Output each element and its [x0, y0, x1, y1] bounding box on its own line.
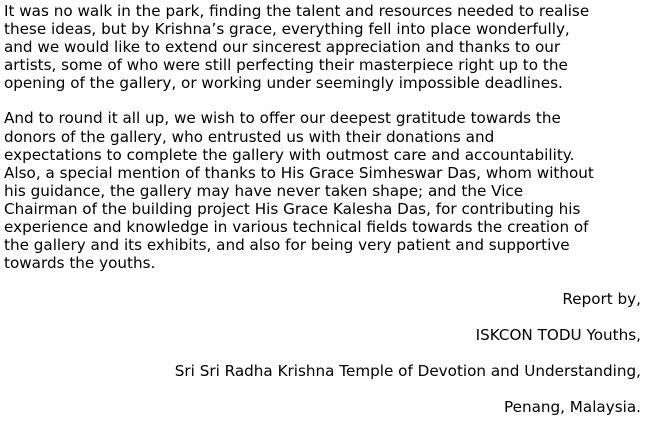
signature-group: ISKCON TODU Youths, [475, 326, 641, 345]
text-line: And to round it all up, we wish to offer our deepest gratitude towards the [4, 109, 561, 128]
acknowledgement-paragraph-2 [4, 109, 649, 272]
text-line: and we would like to extend our sincerest appreciation and thanks to our [4, 38, 561, 57]
text-line: It was no walk in the park, finding the talent and resources needed to realise [4, 2, 590, 20]
text-line: his guidance, the gallery may have never taken shape; and the Vice [4, 181, 524, 200]
text-line: the gallery and its exhibits, and also for being very patient and supportive [4, 236, 570, 255]
text-line: expectations to complete the gallery with outmost care and accountability. [4, 145, 575, 164]
text-line: opening of the gallery, or working under seemingly impossible deadlines. [4, 74, 563, 93]
text-line: towards the youths. [4, 254, 156, 273]
text-line: artists, some of who were still perfecting their masterpiece right up to the [4, 56, 568, 75]
text-line: experience and knowledge in various technical fields towards the creation of [4, 218, 589, 237]
report-by-label: Report by, [562, 290, 641, 309]
acknowledgement-paragraph-1 [4, 0, 649, 92]
signature-block [4, 290, 649, 434]
signature-location: Penang, Malaysia. [503, 398, 641, 417]
text-line: these ideas, but by Krishna’s grace, everything fell into place wonderfully, [4, 20, 570, 39]
text-line: Also, a special mention of thanks to His Grace Simheswar Das, whom without [4, 163, 594, 182]
signature-temple: Sri Sri Radha Krishna Temple of Devotion and Understanding, [174, 362, 641, 381]
text-line: Chairman of the building project His Grace Kalesha Das, for contributing his [4, 199, 581, 218]
text-line: donors of the gallery, who entrusted us with their donations and [4, 127, 495, 146]
